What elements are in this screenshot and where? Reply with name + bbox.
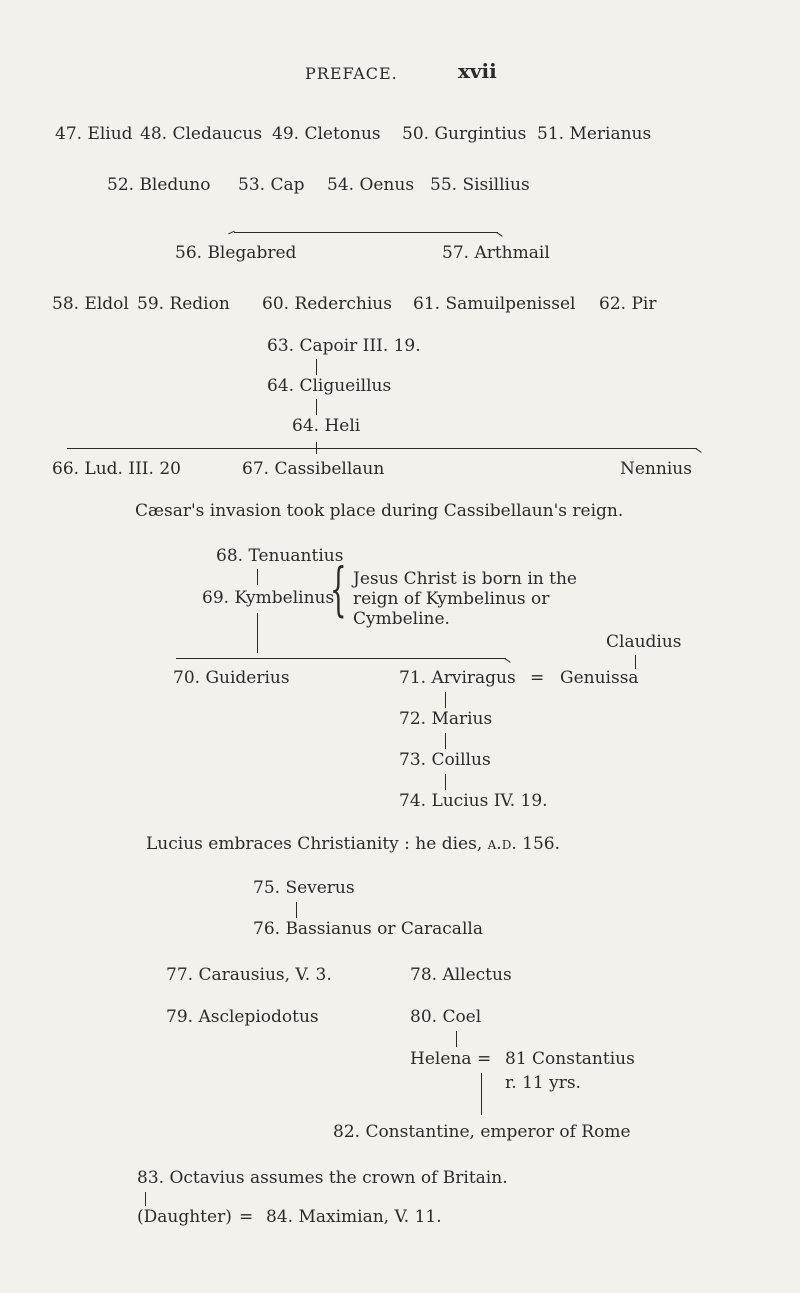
entry-83: 83. Octavius assumes the crown of Britain. [137,1168,508,1188]
entry-68: 68. Tenuantius [216,546,344,566]
jesus-note-3: Cymbeline. [353,609,450,629]
equals-sign: = [239,1207,254,1227]
daughter: (Daughter) [137,1207,232,1227]
lucius-note-text: Lucius embraces Christianity : he dies, [146,834,483,854]
entry-63: 63. Capoir III. 19. [267,336,421,356]
entry-74: 74. Lucius IV. 19. [399,791,548,811]
descent-line [445,692,446,708]
descent-line [296,902,297,918]
bracket-end [496,232,502,237]
descent-line [316,359,317,375]
descent-line [445,733,446,749]
entry-51: 51. Merianus [537,124,652,144]
nennius: Nennius [620,459,692,479]
descent-line [445,774,446,790]
entry-55: 55. Sisillius [430,175,530,195]
entry-58: 58. Eldol [52,294,129,314]
entry-64-cligueillus: 64. Cligueillus [267,376,392,396]
entry-84: 84. Maximian, V. 11. [266,1207,442,1227]
entry-61: 61. Samuilpenissel [413,294,576,314]
bracket-end [695,448,701,453]
descent-line [257,569,258,585]
entry-48: 48. Cledaucus [140,124,263,144]
entry-72: 72. Marius [399,709,493,729]
lucius-note-year: 156. [522,834,561,854]
entry-62: 62. Pir [599,294,657,314]
entry-53: 53. Cap [238,175,305,195]
descent-line [481,1073,482,1115]
entry-66: 66. Lud. III. 20 [52,459,181,479]
entry-80: 80. Coel [410,1007,482,1027]
entry-60: 60. Rederchius [262,294,392,314]
descent-line [257,613,258,653]
brace: { [330,555,347,623]
entry-71: 71. Arviragus [399,668,516,688]
genuissa: Genuissa [560,668,639,688]
entry-76: 76. Bassianus or Caracalla [253,919,483,939]
entry-47: 47. Eliud [55,124,133,144]
jesus-note-1: Jesus Christ is born in the [353,569,577,589]
descent-line [145,1192,146,1206]
bracket-end [504,658,510,663]
jesus-note-2: reign of Kymbelinus or [353,589,550,609]
running-head: PREFACE. [305,64,398,83]
descent-line [316,399,317,415]
entry-49: 49. Cletonus [272,124,381,144]
entry-81: 81 Constantius [505,1049,635,1069]
claudius: Claudius [606,632,682,652]
entry-52: 52. Bleduno [107,175,211,195]
entry-69: 69. Kymbelinus [202,588,335,608]
entry-64-heli: 64. Heli [292,416,361,436]
equals-sign: = [477,1049,492,1069]
bracket-line [176,658,506,659]
descent-line [456,1031,457,1047]
entry-50: 50. Gurgintius [402,124,527,144]
reign-years: r. 11 yrs. [505,1073,581,1093]
caesar-note: Cæsar's invasion took place during Cassibellaun's reign. [135,501,624,521]
descent-line [635,655,636,669]
bracket-line [234,232,498,233]
bracket-tick [316,442,317,454]
entry-67: 67. Cassibellaun [242,459,385,479]
entry-57: 57. Arthmail [442,243,550,263]
lucius-note [146,834,560,854]
helena: Helena [410,1049,472,1069]
entry-82: 82. Constantine, emperor of Rome [333,1122,631,1142]
entry-56: 56. Blegabred [175,243,297,263]
entry-77: 77. Carausius, V. 3. [166,965,332,985]
entry-79: 79. Asclepiodotus [166,1007,319,1027]
bracket-line [67,448,697,449]
equals-sign: = [530,668,545,688]
page-number: xvii [458,59,497,83]
lucius-note-ad: a.d. [487,834,517,854]
entry-54: 54. Oenus [327,175,415,195]
entry-70: 70. Guiderius [173,668,290,688]
entry-59: 59. Redion [137,294,230,314]
entry-75: 75. Severus [253,878,355,898]
entry-73: 73. Coillus [399,750,491,770]
entry-78: 78. Allectus [410,965,512,985]
